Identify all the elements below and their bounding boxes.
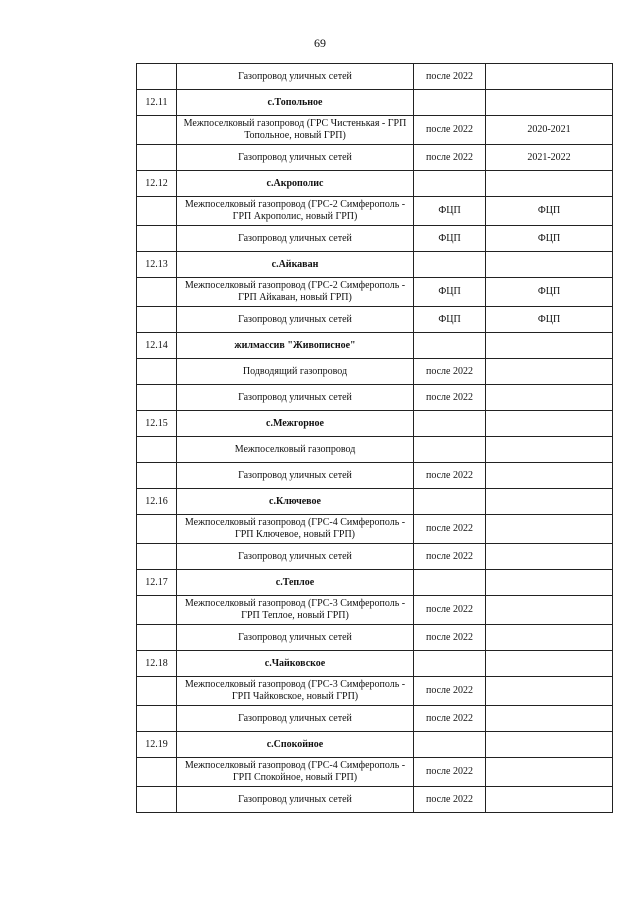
- row-number-cell: [137, 197, 177, 226]
- date-cell: после 2022: [414, 64, 486, 90]
- section-row: [137, 411, 613, 437]
- plan-cell: [486, 651, 613, 677]
- work-name-cell: Газопровод уличных сетей: [177, 145, 414, 171]
- date-cell: после 2022: [414, 596, 486, 625]
- row-number-cell: [137, 145, 177, 171]
- row-number-cell: [137, 463, 177, 489]
- row-number-cell: [137, 278, 177, 307]
- table-row: [137, 544, 613, 570]
- date-cell: после 2022: [414, 758, 486, 787]
- section-row: [137, 489, 613, 515]
- date-cell: ФЦП: [414, 197, 486, 226]
- table-row: [137, 625, 613, 651]
- gas-pipeline-table: [136, 63, 613, 813]
- work-name-cell: Межпоселковый газопровод (ГРС-4 Симферополь - ГРП Ключевое, новый ГРП): [177, 515, 414, 544]
- date-cell: [414, 570, 486, 596]
- date-cell: после 2022: [414, 359, 486, 385]
- plan-cell: ФЦП: [486, 307, 613, 333]
- row-number-cell: [137, 437, 177, 463]
- section-row: [137, 90, 613, 116]
- work-name-cell: Газопровод уличных сетей: [177, 787, 414, 813]
- row-number-cell: 12.18: [137, 651, 177, 677]
- date-cell: [414, 651, 486, 677]
- date-cell: [414, 411, 486, 437]
- plan-cell: ФЦП: [486, 226, 613, 252]
- section-row: [137, 171, 613, 197]
- date-cell: после 2022: [414, 625, 486, 651]
- plan-cell: [486, 252, 613, 278]
- plan-cell: [486, 333, 613, 359]
- table-row: [137, 437, 613, 463]
- settlement-name-cell: жилмассив "Живописное": [177, 333, 414, 359]
- plan-cell: [486, 359, 613, 385]
- date-cell: после 2022: [414, 116, 486, 145]
- row-number-cell: [137, 385, 177, 411]
- row-number-cell: [137, 226, 177, 252]
- row-number-cell: 12.14: [137, 333, 177, 359]
- table-row: [137, 706, 613, 732]
- date-cell: [414, 171, 486, 197]
- settlement-name-cell: с.Акрополис: [177, 171, 414, 197]
- table-row: [137, 64, 613, 90]
- section-row: [137, 333, 613, 359]
- date-cell: [414, 489, 486, 515]
- table-row: [137, 145, 613, 171]
- settlement-name-cell: с.Чайковское: [177, 651, 414, 677]
- table-row: [137, 359, 613, 385]
- date-cell: [414, 437, 486, 463]
- date-cell: ФЦП: [414, 278, 486, 307]
- row-number-cell: [137, 787, 177, 813]
- row-number-cell: 12.12: [137, 171, 177, 197]
- row-number-cell: [137, 596, 177, 625]
- plan-cell: [486, 489, 613, 515]
- date-cell: после 2022: [414, 385, 486, 411]
- work-name-cell: Межпоселковый газопровод: [177, 437, 414, 463]
- work-name-cell: Газопровод уличных сетей: [177, 307, 414, 333]
- date-cell: после 2022: [414, 145, 486, 171]
- row-number-cell: [137, 307, 177, 333]
- table-row: [137, 677, 613, 706]
- work-name-cell: Газопровод уличных сетей: [177, 544, 414, 570]
- section-row: [137, 651, 613, 677]
- settlement-name-cell: с.Межгорное: [177, 411, 414, 437]
- date-cell: после 2022: [414, 544, 486, 570]
- row-number-cell: [137, 515, 177, 544]
- date-cell: [414, 732, 486, 758]
- plan-cell: [486, 758, 613, 787]
- row-number-cell: 12.11: [137, 90, 177, 116]
- row-number-cell: 12.16: [137, 489, 177, 515]
- row-number-cell: [137, 706, 177, 732]
- table-row: [137, 116, 613, 145]
- plan-cell: [486, 732, 613, 758]
- date-cell: после 2022: [414, 787, 486, 813]
- plan-cell: [486, 625, 613, 651]
- date-cell: ФЦП: [414, 226, 486, 252]
- row-number-cell: [137, 116, 177, 145]
- plan-cell: 2020-2021: [486, 116, 613, 145]
- plan-cell: [486, 171, 613, 197]
- settlement-name-cell: с.Теплое: [177, 570, 414, 596]
- row-number-cell: 12.15: [137, 411, 177, 437]
- section-row: [137, 252, 613, 278]
- settlement-name-cell: с.Топольное: [177, 90, 414, 116]
- plan-cell: ФЦП: [486, 278, 613, 307]
- table-row: [137, 226, 613, 252]
- plan-cell: [486, 570, 613, 596]
- table-row: [137, 307, 613, 333]
- settlement-name-cell: с.Айкаван: [177, 252, 414, 278]
- date-cell: [414, 252, 486, 278]
- table-row: [137, 758, 613, 787]
- work-name-cell: Газопровод уличных сетей: [177, 463, 414, 489]
- date-cell: [414, 333, 486, 359]
- plan-cell: [486, 677, 613, 706]
- row-number-cell: [137, 625, 177, 651]
- date-cell: после 2022: [414, 677, 486, 706]
- work-name-cell: Межпоселковый газопровод (ГРС-2 Симферополь - ГРП Айкаван, новый ГРП): [177, 278, 414, 307]
- table-row: [137, 197, 613, 226]
- date-cell: [414, 90, 486, 116]
- row-number-cell: [137, 758, 177, 787]
- table-body: [137, 64, 613, 813]
- table-row: [137, 596, 613, 625]
- row-number-cell: 12.19: [137, 732, 177, 758]
- work-name-cell: Газопровод уличных сетей: [177, 625, 414, 651]
- settlement-name-cell: с.Ключевое: [177, 489, 414, 515]
- work-name-cell: Межпоселковый газопровод (ГРС-3 Симферополь - ГРП Теплое, новый ГРП): [177, 596, 414, 625]
- plan-cell: ФЦП: [486, 197, 613, 226]
- date-cell: после 2022: [414, 463, 486, 489]
- work-name-cell: Межпоселковый газопровод (ГРС Чистенькая - ГРП Топольное, новый ГРП): [177, 116, 414, 145]
- work-name-cell: Газопровод уличных сетей: [177, 385, 414, 411]
- row-number-cell: [137, 677, 177, 706]
- table-row: [137, 463, 613, 489]
- table-row: [137, 278, 613, 307]
- work-name-cell: Газопровод уличных сетей: [177, 226, 414, 252]
- table-row: [137, 515, 613, 544]
- plan-cell: [486, 596, 613, 625]
- work-name-cell: Межпоселковый газопровод (ГРС-2 Симферополь - ГРП Акрополис, новый ГРП): [177, 197, 414, 226]
- settlement-name-cell: с.Спокойное: [177, 732, 414, 758]
- work-name-cell: Газопровод уличных сетей: [177, 64, 414, 90]
- plan-cell: [486, 706, 613, 732]
- date-cell: после 2022: [414, 706, 486, 732]
- work-name-cell: Подводящий газопровод: [177, 359, 414, 385]
- date-cell: ФЦП: [414, 307, 486, 333]
- row-number-cell: [137, 64, 177, 90]
- plan-cell: [486, 787, 613, 813]
- table-row: [137, 787, 613, 813]
- work-name-cell: Межпоселковый газопровод (ГРС-4 Симферополь - ГРП Спокойное, новый ГРП): [177, 758, 414, 787]
- plan-cell: [486, 515, 613, 544]
- section-row: [137, 570, 613, 596]
- work-name-cell: Газопровод уличных сетей: [177, 706, 414, 732]
- row-number-cell: 12.13: [137, 252, 177, 278]
- page-number: 69: [314, 36, 326, 50]
- plan-cell: [486, 411, 613, 437]
- row-number-cell: [137, 359, 177, 385]
- row-number-cell: [137, 544, 177, 570]
- plan-cell: [486, 437, 613, 463]
- plan-cell: [486, 64, 613, 90]
- table-row: [137, 385, 613, 411]
- plan-cell: 2021-2022: [486, 145, 613, 171]
- work-name-cell: Межпоселковый газопровод (ГРС-3 Симферополь - ГРП Чайковское, новый ГРП): [177, 677, 414, 706]
- plan-cell: [486, 385, 613, 411]
- section-row: [137, 732, 613, 758]
- plan-cell: [486, 90, 613, 116]
- row-number-cell: 12.17: [137, 570, 177, 596]
- date-cell: после 2022: [414, 515, 486, 544]
- plan-cell: [486, 544, 613, 570]
- plan-cell: [486, 463, 613, 489]
